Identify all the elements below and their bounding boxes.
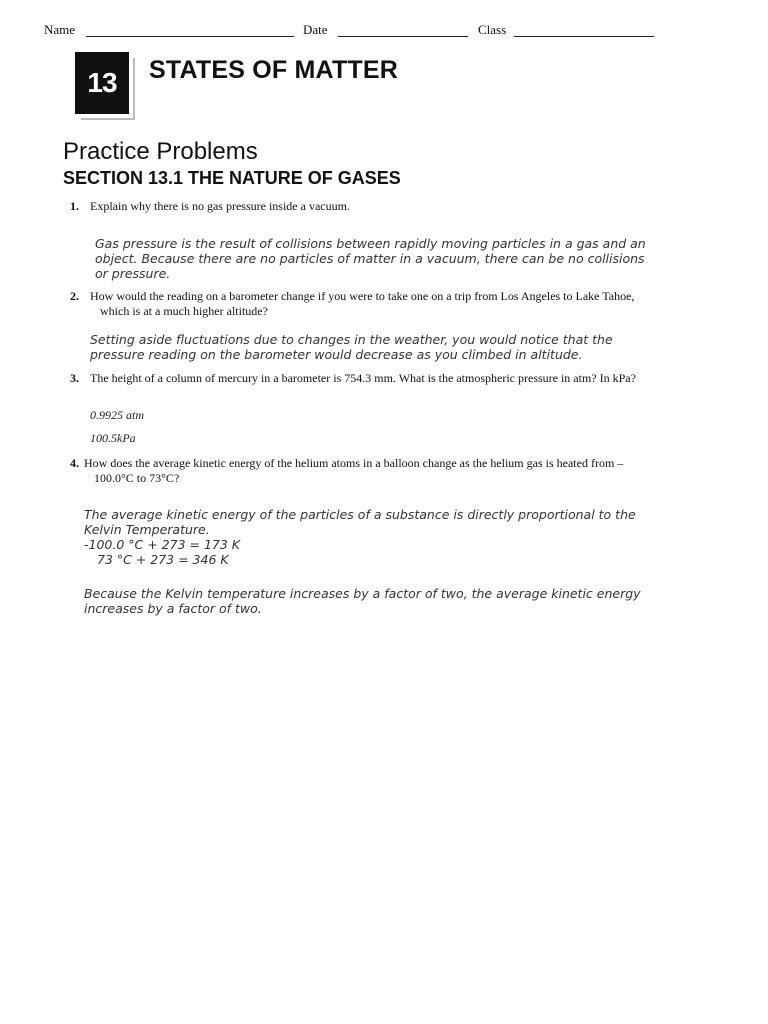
class-label: Class xyxy=(478,22,507,37)
question-number: 3. xyxy=(70,371,79,385)
question-1 xyxy=(70,199,660,214)
question-text: Explain why there is no gas pressure inside a vacuum. xyxy=(90,199,350,213)
date-field[interactable] xyxy=(338,36,468,37)
practice-problems-title: Practice Problems xyxy=(63,138,258,165)
answer-4-line-2: -100.0 °C + 273 = 173 K xyxy=(84,537,240,552)
question-text: The height of a column of mercury in a barometer is 754.3 mm. What is the atmospheric pressure in atm? In kPa? xyxy=(90,371,636,385)
chapter-number: 13 xyxy=(87,67,117,98)
answer-1: Gas pressure is the result of collisions between rapidly moving particles in a gas and an object. Because there are no particles of matter in a vacuum, there can be no collisions or pressure. xyxy=(95,236,646,281)
question-number: 2. xyxy=(70,289,79,303)
question-text: How would the reading on a barometer change if you were to take one on a trip from Los Angeles to Lake Tahoe, which is at a much higher altitude? xyxy=(90,289,635,318)
question-4 xyxy=(70,456,660,486)
question-2 xyxy=(70,289,640,319)
worksheet-header xyxy=(44,22,664,42)
answer-3-atm: 0.9925 atm xyxy=(90,408,144,422)
question-number: 4. xyxy=(70,456,79,470)
answer-3-kpa: 100.5kPa xyxy=(90,431,136,445)
answer-4-line-1: The average kinetic energy of the particles of a substance is directly proportional to the Kelvin Temperature. xyxy=(84,507,636,537)
name-label: Name xyxy=(44,22,76,37)
section-title: SECTION 13.1 THE NATURE OF GASES xyxy=(63,168,401,188)
chapter-title: STATES OF MATTER xyxy=(149,56,399,84)
name-field[interactable] xyxy=(86,36,294,37)
answer-2: Setting aside fluctuations due to changes in the weather, you would notice that the pressure reading on the barometer would decrease as you climbed in altitude. xyxy=(90,332,613,362)
question-text: How does the average kinetic energy of the helium atoms in a balloon change as the helium gas is heated from –100.0°C to 73°C? xyxy=(84,456,624,485)
date-label: Date xyxy=(303,22,328,37)
answer-4-conclusion: Because the Kelvin temperature increases by a factor of two, the average kinetic energy increases by a factor of two. xyxy=(84,586,641,616)
class-field[interactable] xyxy=(514,36,654,37)
answer-4-line-3: 73 °C + 273 = 346 K xyxy=(97,552,229,567)
question-number: 1. xyxy=(70,199,79,213)
answer-4 xyxy=(84,507,659,567)
question-3 xyxy=(70,371,640,386)
chapter-number-badge xyxy=(75,52,129,114)
